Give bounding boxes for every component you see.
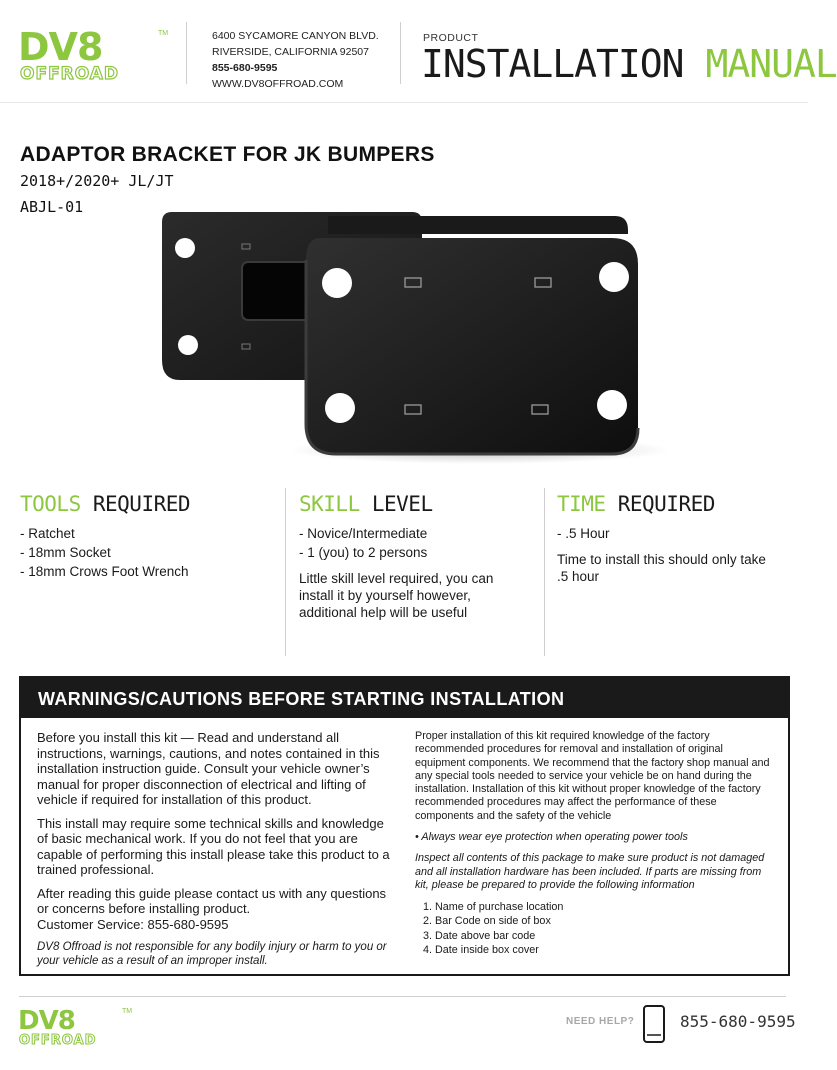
warnings-box <box>19 676 790 976</box>
time-heading-dark: REQUIRED <box>617 492 715 516</box>
tools-item: - 18mm Socket <box>20 545 111 560</box>
customer-service: Customer Service: 855-680-9595 <box>37 916 229 932</box>
header-website[interactable]: WWW.DV8OFFROAD.COM <box>212 78 344 90</box>
eye-protection-note: • Always wear eye protection when operating power tools <box>415 831 688 844</box>
skill-note: Little skill level required, you can install it by yourself however, additional help will be useful <box>299 571 494 620</box>
tools-heading-dark: REQUIRED <box>92 492 191 516</box>
warning-paragraph <box>37 886 397 933</box>
header-divider-1 <box>186 22 187 84</box>
need-help-label: NEED HELP? <box>566 1016 635 1027</box>
skill-item: - 1 (you) to 2 persons <box>299 545 428 560</box>
inspect-contents-note: Inspect all contents of this package to make sure product is not damaged and all installation hardware has been included. If parts are missing from kit, please be prepared to provide the following information <box>415 852 765 891</box>
tools-heading <box>20 492 280 516</box>
column-divider-1 <box>285 488 286 656</box>
skill-heading-dark: LEVEL <box>371 492 433 516</box>
installation-knowledge-note: Proper installation of this kit required knowledge of the factory recommended procedures for removal and installation of original equipment components. We recommend that the factory shop manual and any special tools needed to service your vehicle be on hand during the installation. Installation of this kit without proper knowledge of the factory recommended procedures may affect the performance of these components and the safety of the vehicle <box>415 730 770 822</box>
time-note: Time to install this should only take .5 hour <box>557 552 766 584</box>
time-item: - .5 Hour <box>557 526 610 541</box>
product-part-number: ABJL-01 <box>20 198 84 216</box>
warning-paragraph: This install may require some technical skills and knowledge of basic mechanical work. If you do not feel that you are capable of performing this install please take this product to a trained professional. <box>37 815 390 877</box>
skill-item: - Novice/Intermediate <box>299 526 428 541</box>
footer-logo-offroad-text: OFFROAD <box>19 1033 97 1048</box>
footer-rule <box>19 996 786 997</box>
list-item: 4. Date inside box cover <box>435 943 773 957</box>
header-divider-2 <box>400 22 401 84</box>
time-column <box>557 492 777 585</box>
address-city: RIVERSIDE, CALIFORNIA 92507 <box>212 46 369 58</box>
tools-list <box>20 524 280 581</box>
tools-column <box>20 492 280 581</box>
logo-offroad-text: OFFROAD <box>20 64 120 84</box>
column-divider-2 <box>544 488 545 656</box>
product-image <box>150 200 670 470</box>
back-plate-hole <box>175 238 195 258</box>
warnings-right-column <box>415 730 773 957</box>
back-plate-hole <box>178 335 198 355</box>
front-plate-hole <box>322 268 352 298</box>
back-plate-slot <box>242 262 312 320</box>
logo-trademark: TM <box>158 30 169 37</box>
list-item: 3. Date above bar code <box>435 929 773 943</box>
product-fitment: 2018+/2020+ JL/JT <box>20 172 174 190</box>
list-item: 2. Bar Code on side of box <box>435 914 773 928</box>
skill-column <box>299 492 529 621</box>
skill-list <box>299 524 529 562</box>
title-installation: INSTALLATION <box>421 42 684 86</box>
warnings-left-column <box>37 730 397 976</box>
liability-disclaimer: DV8 Offroad is not responsible for any bodily injury or harm to you or your vehicle as a result of an improper install. <box>37 941 387 967</box>
skill-heading-green: SKILL <box>299 492 360 516</box>
footer-phone[interactable]: 855-680-9595 <box>680 1012 796 1031</box>
product-title: ADAPTOR BRACKET FOR JK BUMPERS <box>20 143 435 166</box>
header-rule <box>0 102 808 103</box>
required-info-list <box>415 900 773 957</box>
tools-item: - 18mm Crows Foot Wrench <box>20 564 189 579</box>
tools-heading-green: TOOLS <box>20 492 81 516</box>
footer-logo <box>18 1008 138 1050</box>
front-plate-hole <box>597 390 627 420</box>
front-plate <box>306 238 638 454</box>
logo-dv8-text: DV8 <box>18 25 103 69</box>
front-plate-hole <box>325 393 355 423</box>
time-heading <box>557 492 777 516</box>
title-manual: MANUAL <box>705 42 837 86</box>
header-phone: 855-680-9595 <box>212 62 278 74</box>
company-address <box>212 28 402 92</box>
warnings-heading: WARNINGS/CAUTIONS BEFORE STARTING INSTALLATION <box>21 678 788 718</box>
skill-heading <box>299 492 529 516</box>
phone-icon <box>642 1004 666 1044</box>
middle-plate <box>328 216 628 234</box>
product-label: PRODUCT <box>423 32 479 44</box>
address-street: 6400 SYCAMORE CANYON BLVD. <box>212 30 379 42</box>
footer-logo-dv8-text: DV8 <box>18 1006 75 1036</box>
installation-manual-title <box>421 42 837 86</box>
time-list <box>557 524 777 543</box>
time-heading-green: TIME <box>557 492 606 516</box>
warning-paragraph: Before you install this kit — Read and understand all instructions, warnings, cautions, and notes contained in this installation instruction guide. Consult your vehicle owner’s manual for proper disconnection of electrical and lifting of vehicle if required for installation of this product. <box>37 730 380 807</box>
header-logo <box>18 25 169 86</box>
front-plate-hole <box>599 262 629 292</box>
contact-text: After reading this guide please contact us with any questions or concerns before installing product. <box>37 885 387 916</box>
footer-logo-trademark: TM <box>122 1008 133 1015</box>
list-item: 1. Name of purchase location <box>435 900 773 914</box>
tools-item: - Ratchet <box>20 526 75 541</box>
